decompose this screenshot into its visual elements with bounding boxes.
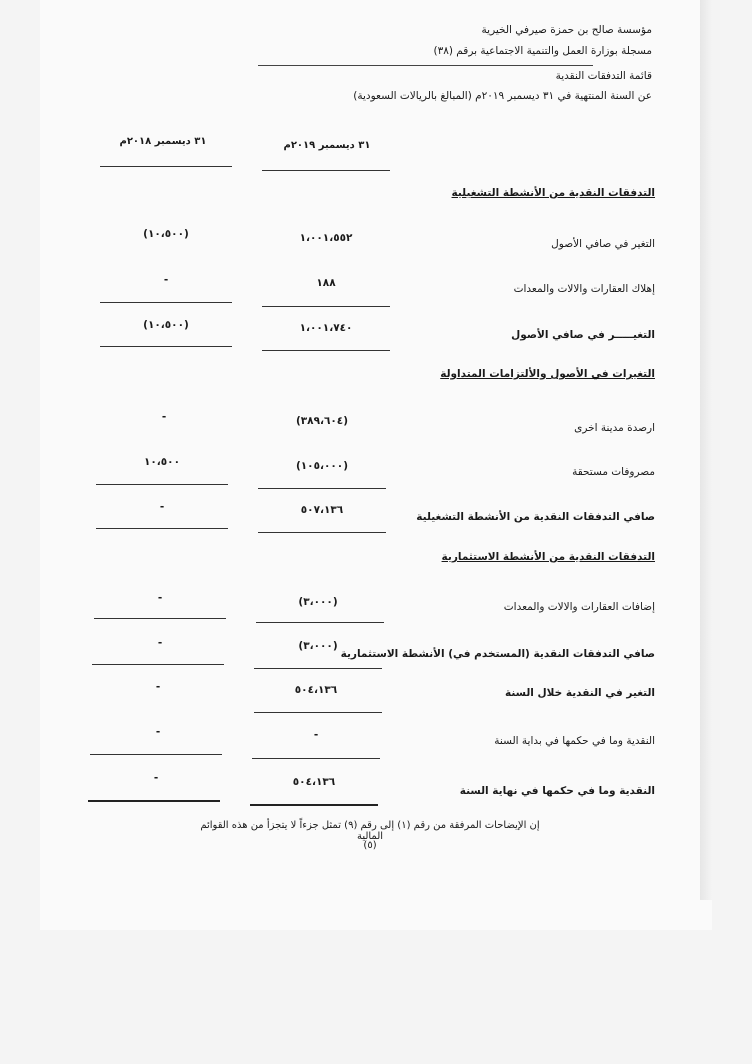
section-heading-operating: التدفقات النقدية من الأنشطة التشغيلية (451, 187, 655, 199)
row-value-2019: (١٠٥،٠٠٠) (295, 460, 349, 472)
grand-total-rule-2019 (250, 804, 378, 806)
row-value-2018: - (155, 726, 161, 738)
column-heading-2019: ٣١ ديسمبر ٢٠١٩م (283, 140, 371, 151)
column-rule-2018 (100, 166, 232, 167)
row-label-net-operating-cash: صافي التدفقات النقدية من الأنشطة التشغيلية (416, 511, 655, 523)
subtotal-rule-2019 (262, 306, 390, 307)
row-label-change-in-cash: التغير في النقدية خلال السنة (505, 687, 655, 699)
row-value-2018: (١٠،٥٠٠) (143, 319, 189, 331)
header-divider (258, 65, 593, 66)
row-value-2019: (٣،٠٠٠) (298, 640, 338, 652)
row-value-2019: (٣٨٩،٦٠٤) (295, 415, 349, 427)
row-value-2018: - (157, 637, 163, 649)
column-rule-2019 (262, 170, 390, 171)
subtotal-rule-2018 (94, 618, 226, 619)
row-value-2019: ٥٠٧،١٣٦ (300, 504, 344, 516)
total-rule-2018 (100, 346, 232, 347)
registration-line: مسجلة بوزارة العمل والتنمية الاجتماعية برقم (٣٨) (433, 45, 652, 57)
grand-total-rule-2018 (88, 800, 220, 802)
footer-note: إن الإيضاحات المرفقة من رقم (١) إلى رقم (٩) تمثل جزءاً لا يتجزأ من هذه القوائم المالية (200, 820, 540, 842)
row-value-2019: ٥٠٤،١٣٦ (292, 776, 336, 788)
row-label-depreciation: إهلاك العقارات والالات والمعدات (513, 283, 655, 295)
subtotal-rule-2019 (252, 758, 380, 759)
row-value-2018: ١٠،٥٠٠ (143, 456, 181, 468)
subtotal-rule-2018 (100, 302, 232, 303)
row-value-2018: - (159, 501, 165, 513)
row-value-2018: - (161, 411, 167, 423)
row-label-change-net-assets-total: التغيـــــر في صافي الأصول (511, 329, 655, 341)
section-heading-investing: التدفقات النقدية من الأنشطة الاستثمارية (441, 551, 655, 563)
row-label-additions-ppe: إضافات العقارات والالات والمعدات (503, 601, 655, 613)
row-value-2019: ١٨٨ (316, 277, 336, 289)
subtotal-rule-2019 (258, 488, 386, 489)
row-label-cash-end: النقدية وما في حكمها في نهاية السنة (459, 785, 655, 797)
page-number: (٥) (363, 840, 377, 851)
total-rule-2018 (92, 664, 224, 665)
row-value-2019: (٣،٠٠٠) (298, 596, 338, 608)
row-value-2018: - (163, 274, 169, 286)
row-value-2018: - (153, 772, 159, 784)
row-value-2019: - (313, 729, 319, 741)
organization-name: مؤسسة صالح بن حمزة صيرفي الخيرية (481, 24, 652, 36)
total-rule-2019 (254, 668, 382, 669)
subtotal-rule-2018 (90, 754, 222, 755)
section-heading-current-items: التغيرات في الأصول والألتزامات المتداولة (440, 368, 655, 380)
subtotal-rule-2019 (256, 622, 384, 623)
row-value-2018: - (155, 681, 161, 693)
row-value-2018: (١٠،٥٠٠) (143, 228, 189, 240)
row-label-change-net-assets: التغير في صافي الأصول (551, 238, 655, 250)
statement-period: عن السنة المنتهية في ٣١ ديسمبر ٢٠١٩م (المبالغ بالريالات السعودية) (353, 90, 652, 102)
total-rule-2019 (258, 532, 386, 533)
row-label-other-receivables: ارصدة مدينة اخرى (574, 422, 655, 434)
column-heading-2018: ٣١ ديسمبر ٢٠١٨م (119, 136, 207, 147)
row-label-cash-beginning: النقدية وما في حكمها في بداية السنة (494, 735, 655, 747)
row-label-net-investing-cash: صافي التدفقات النقدية (المستخدم في) الأنشطة الاستثمارية (340, 648, 655, 660)
subtotal-rule-2019 (254, 712, 382, 713)
scan-edge-shadow (700, 0, 712, 900)
total-rule-2019 (262, 350, 390, 351)
row-label-accrued-expenses: مصروفات مستحقة (572, 466, 655, 478)
row-value-2019: ١،٠٠١،٧٤٠ (299, 322, 353, 334)
row-value-2018: - (157, 592, 163, 604)
total-rule-2018 (96, 528, 228, 529)
row-value-2019: ١،٠٠١،٥٥٢ (299, 232, 353, 244)
statement-title: قائمة التدفقات النقدية (555, 70, 652, 82)
subtotal-rule-2018 (96, 484, 228, 485)
row-value-2019: ٥٠٤،١٣٦ (294, 684, 338, 696)
